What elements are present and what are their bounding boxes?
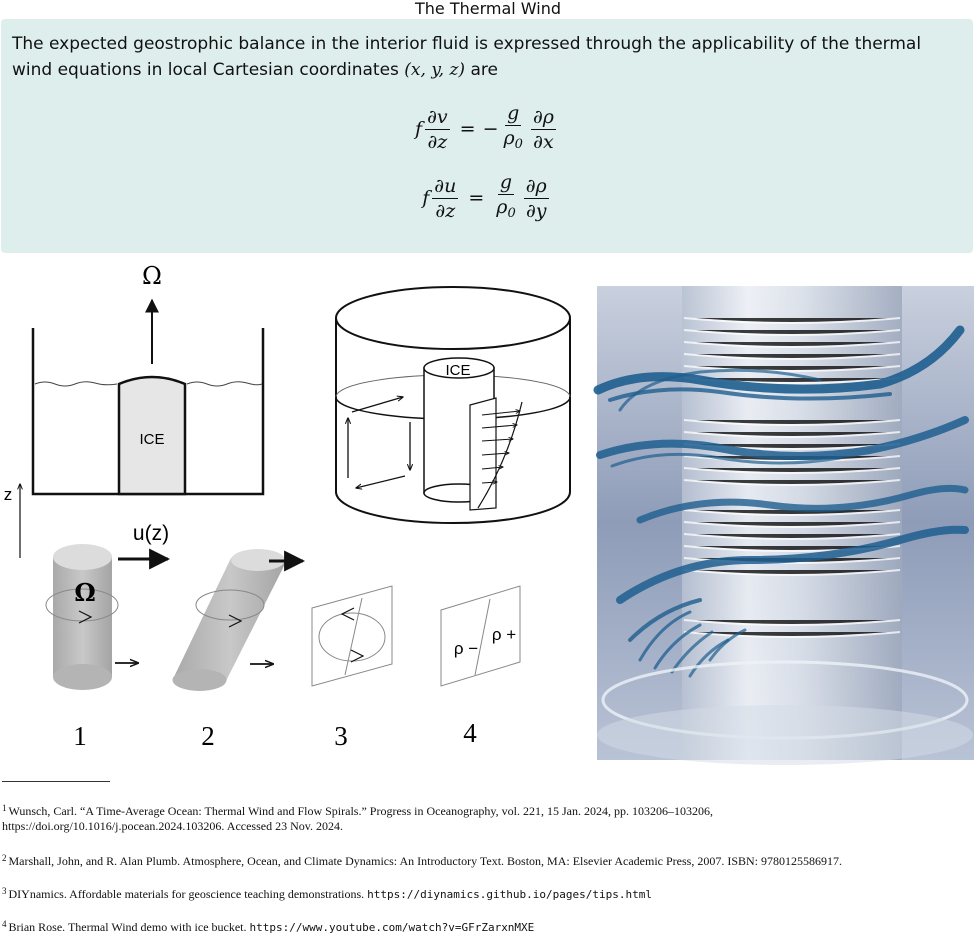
bucket-diagram [33, 262, 263, 494]
panel-sequence [4, 484, 520, 751]
dvdz-fraction [425, 106, 450, 153]
footnote-text: Marshall, John, and R. Alan Plumb. Atmosphere, Ocean, and Climate Dynamics: An Introductory Text. Boston, MA: Elsevier Academic Press, 2007. ISBN: 9780125586917. [8, 854, 843, 868]
intro-paragraph [12, 31, 963, 83]
frac-denominator [502, 126, 525, 156]
water-surface-left [35, 382, 117, 386]
frac-denominator: ∂z [435, 199, 456, 222]
page-title: The Thermal Wind [414, 0, 562, 18]
frac-numerator: g [499, 171, 513, 193]
panel-number-1: 1 [73, 721, 87, 751]
intro-text-end: are [465, 60, 498, 80]
coriolis-f: f [415, 118, 423, 140]
panel-1-upright-column [46, 544, 138, 690]
footnote-2 [2, 851, 962, 869]
ice-label: ICE [139, 431, 165, 448]
dudz-fraction [432, 175, 458, 222]
panel-2-tilted-column [173, 549, 304, 691]
rho-symbol: ρ [503, 127, 515, 149]
footnote-1 [2, 801, 962, 834]
omega-label: Ω [74, 578, 96, 607]
frac-numerator: ∂v [427, 105, 448, 128]
tank-top [336, 287, 570, 349]
intro-text: The expected geostrophic balance in the interior fluid is expressed through the applicability of the thermal wind equations in local Cartesian coordinates [12, 34, 922, 80]
figures-area [0, 260, 976, 770]
panel-3-vorticity-plane [312, 586, 392, 686]
omega-label: Ω [142, 262, 162, 290]
frac-numerator: ∂u [434, 174, 457, 197]
footnote-3 [2, 884, 962, 902]
g-over-rho0-fraction [502, 102, 525, 156]
frac-denominator: ∂x [533, 130, 554, 153]
water-surface-right [187, 382, 262, 386]
drhodx-fraction [531, 106, 556, 153]
panel-number-4: 4 [463, 718, 477, 748]
subscript-zero: 0 [514, 137, 523, 152]
footnote-doi: https://doi.org/10.1016/j.pocean.2024.103206. Accessed 23 Nov. 2024. [2, 819, 343, 833]
footnote-link[interactable]: https://www.youtube.com/watch?v=GFrZarxnMXE [249, 921, 535, 934]
footnote-number: 2 [2, 853, 7, 863]
experiment-photo [597, 286, 974, 765]
minus-sign: − [482, 118, 499, 140]
frac-denominator: ∂y [525, 199, 547, 222]
equals-sign: = [459, 118, 476, 140]
subscript-zero: 0 [507, 206, 516, 221]
thermal-wind-equation-u [1, 171, 973, 225]
panel-4-density-plane [441, 586, 520, 686]
thermal-wind-equation-v [1, 102, 973, 156]
rho-plus-label: ρ + [491, 625, 517, 644]
frac-denominator: ∂z [427, 130, 448, 153]
frac-numerator: ∂ρ [532, 105, 554, 128]
ice-label: ICE [445, 362, 471, 379]
footnote-text: Wunsch, Carl. “A Time-Average Ocean: Thermal Wind and Flow Spirals.” Progress in Oceanography, vol. 221, 15 Jan. 2024, pp. 103206–103206, [8, 804, 713, 818]
coriolis-f: f [422, 187, 430, 209]
frac-numerator: g [507, 102, 520, 124]
coords-math: (x, y, z) [404, 60, 466, 80]
footnote-link[interactable]: https://diynamics.github.io/pages/tips.html [367, 888, 652, 901]
panel-number-2: 2 [201, 721, 215, 751]
equals-sign: = [468, 187, 485, 209]
cylinder-diagram [336, 287, 570, 523]
z-label: z [3, 485, 13, 504]
rho-minus-label: ρ − [453, 639, 479, 658]
rho-symbol: ρ [496, 196, 508, 218]
frac-denominator [494, 195, 517, 225]
panel-number-3: 3 [334, 721, 348, 751]
g-over-rho0-fraction [494, 171, 517, 225]
drhody-fraction [524, 175, 549, 222]
footnote-text: Brian Rose. Thermal Wind demo with ice bucket. [8, 920, 250, 934]
footnote-number: 3 [2, 886, 7, 896]
footnote-4 [2, 917, 962, 935]
u-of-z-label: u(z) [132, 522, 170, 545]
footnote-number: 1 [2, 803, 7, 813]
footnote-rule [2, 781, 110, 782]
frac-numerator: ∂ρ [525, 174, 547, 197]
circulation-arrows [348, 397, 410, 488]
equation-box [1, 19, 973, 253]
footnote-number: 4 [2, 919, 7, 929]
footnote-text: DIYnamics. Affordable materials for geoscience teaching demonstrations. [8, 887, 368, 901]
